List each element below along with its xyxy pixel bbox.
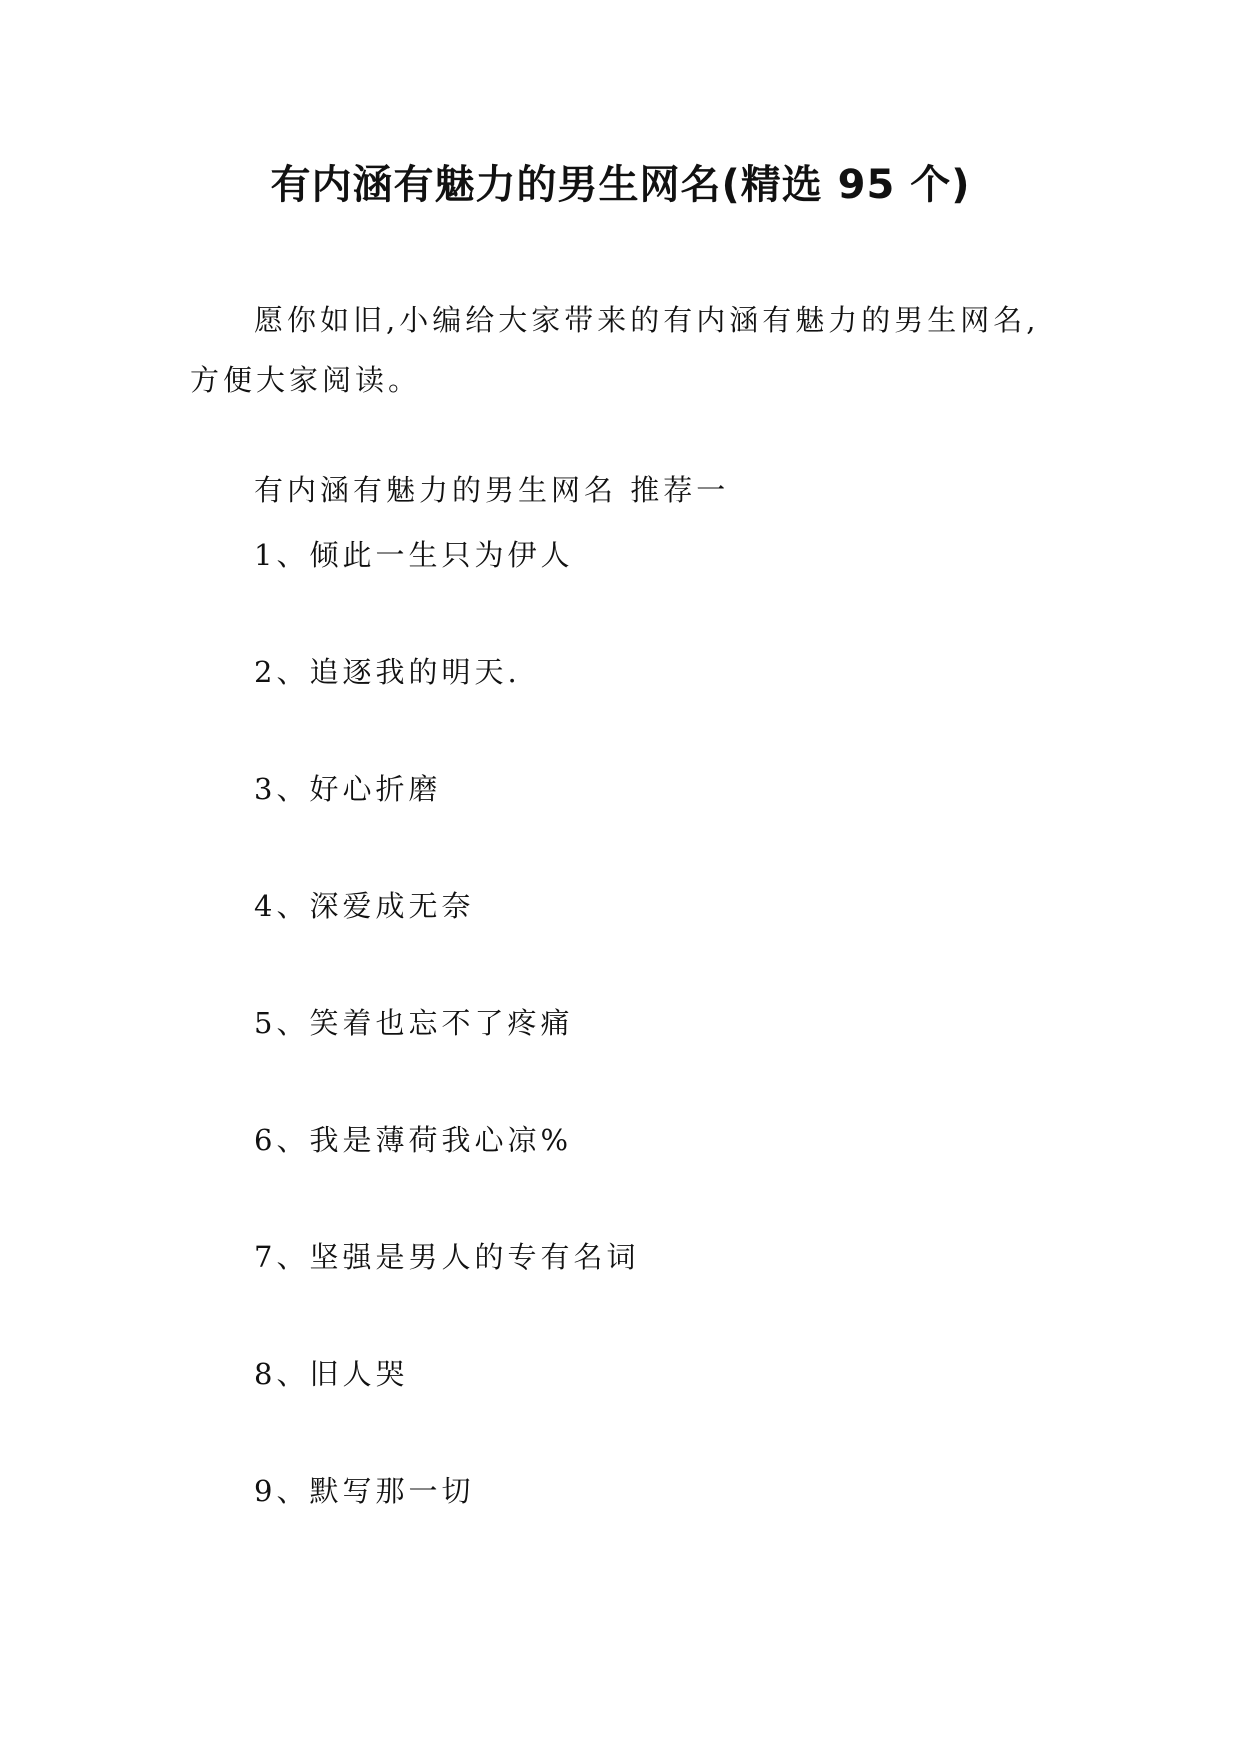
- page-title: 有内涵有魅力的男生网名(精选 95 个): [270, 162, 971, 208]
- list-item: 5、笑着也忘不了疼痛: [254, 1006, 574, 1040]
- list-item: 9、默写那一切: [254, 1474, 475, 1508]
- name-list: [254, 530, 639, 1583]
- list-item: 4、深爱成无奈: [254, 889, 475, 923]
- section-heading: 有内涵有魅力的男生网名 推荐一: [254, 473, 730, 507]
- list-item: 8、旧人哭: [254, 1357, 409, 1391]
- list-item: 2、追逐我的明天.: [254, 655, 521, 689]
- list-item: 7、坚强是男人的专有名词: [254, 1240, 640, 1274]
- list-item: 6、我是薄荷我心凉%: [254, 1123, 573, 1157]
- intro-paragraph: 愿你如旧,小编给大家带来的有内涵有魅力的男生网名,方便大家阅读。: [190, 303, 1040, 397]
- list-item: 3、好心折磨: [254, 772, 442, 806]
- list-item: 1、倾此一生只为伊人: [254, 538, 574, 572]
